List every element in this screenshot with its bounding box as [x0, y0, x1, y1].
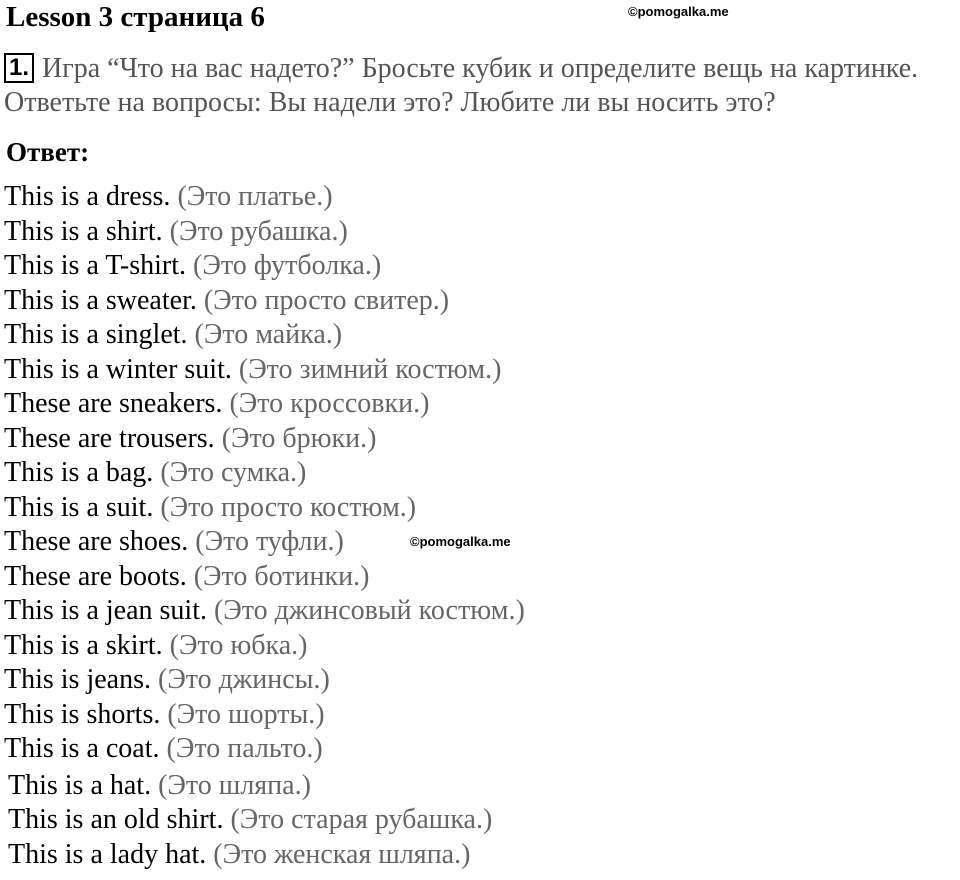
- answer-label: Ответ:: [6, 137, 90, 167]
- answer-ru: (Это шляпа.): [158, 769, 311, 801]
- answer-line: [4, 560, 525, 595]
- answer-line: [4, 491, 525, 526]
- answer-line: [4, 732, 525, 767]
- answer-line: [4, 838, 525, 873]
- answer-ru: (Это просто свитер.): [203, 284, 450, 316]
- answer-en: This is shorts.: [4, 698, 161, 730]
- answer-ru: (Это ботинки.): [193, 560, 370, 592]
- page-title: Lesson 3 страница 6: [6, 1, 265, 33]
- answer-line: [4, 215, 525, 250]
- answer-line: [4, 353, 525, 388]
- answer-line: [4, 629, 525, 664]
- answer-line: [4, 769, 525, 804]
- answer-ru: (Это женская шляпа.): [213, 838, 471, 870]
- answer-ru: (Это футболка.): [193, 250, 382, 281]
- answer-en: This is a hat.: [8, 769, 152, 801]
- watermark-middle: ©pomogalka.me: [410, 534, 511, 549]
- answer-line: [4, 284, 525, 319]
- answer-ru: (Это джинсовый костюм.): [213, 595, 525, 626]
- answer-en: These are shoes.: [4, 526, 189, 557]
- answer-ru: (Это майка.): [194, 319, 343, 350]
- answer-line: [4, 594, 525, 629]
- answer-ru: (Это кроссовки.): [229, 388, 430, 419]
- answer-en: These are trousers.: [4, 422, 215, 454]
- answer-ru: (Это брюки.): [221, 422, 377, 454]
- answer-line: [4, 456, 525, 491]
- answer-ru: (Это платье.): [177, 181, 333, 212]
- answer-ru: (Это юбка.): [169, 629, 308, 661]
- answer-en: This is a singlet.: [4, 319, 188, 350]
- answer-en: These are sneakers.: [4, 388, 223, 419]
- answer-en: This is a lady hat.: [8, 838, 207, 870]
- answer-ru: (Это шорты.): [167, 698, 325, 730]
- answer-line: [4, 698, 525, 733]
- answer-line: [4, 663, 525, 698]
- answer-en: This is a bag.: [4, 457, 154, 488]
- answer-en: This is a dress.: [4, 181, 171, 212]
- answer-en: This is a sweater.: [4, 284, 197, 316]
- answer-ru: (Это туфли.): [195, 526, 344, 557]
- answer-ru: (Это зимний костюм.): [238, 353, 502, 385]
- task-text: Игра “Что на вас надето?” Бросьте кубик и определите вещь на картинке. Ответьте на вопросы: Вы надели это? Любите ли вы носить это?: [4, 53, 919, 118]
- answer-en: This is a coat.: [4, 733, 160, 764]
- task-block: [4, 52, 956, 120]
- answer-en: This is a shirt.: [4, 215, 163, 247]
- answer-en: This is a skirt.: [4, 629, 163, 661]
- answer-line: [4, 249, 525, 284]
- answer-en: This is a jean suit.: [4, 595, 207, 626]
- answer-en: This is a T-shirt.: [4, 250, 187, 281]
- answer-ru: (Это просто костюм.): [160, 491, 417, 523]
- answer-ru: (Это сумка.): [160, 457, 307, 488]
- answer-ru: (Это пальто.): [166, 733, 323, 764]
- answer-line: [4, 803, 525, 838]
- answer-list: [4, 180, 525, 872]
- answer-en: This is an old shirt.: [8, 804, 224, 835]
- answer-ru: (Это старая рубашка.): [230, 804, 493, 835]
- answer-line: [4, 180, 525, 215]
- answer-en: This is jeans.: [4, 664, 151, 695]
- watermark-top: ©pomogalka.me: [628, 4, 729, 19]
- answer-ru: (Это джинсы.): [158, 664, 330, 695]
- answer-en: This is a winter suit.: [4, 353, 232, 385]
- answer-line: [4, 422, 525, 457]
- task-number: 1.: [4, 53, 34, 83]
- answer-en: This is a suit.: [4, 491, 154, 523]
- answer-line: [4, 387, 525, 422]
- answer-ru: (Это рубашка.): [169, 215, 348, 247]
- answer-en: These are boots.: [4, 560, 187, 592]
- answer-line: [4, 318, 525, 353]
